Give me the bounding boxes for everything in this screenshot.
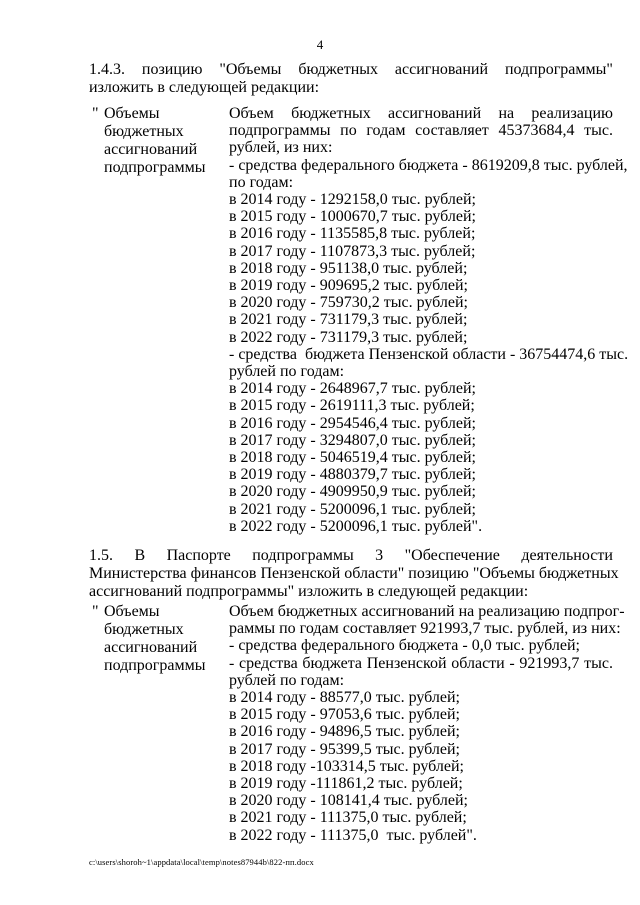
content-word: 45373684,4 xyxy=(498,122,575,140)
content-word: Объем xyxy=(229,105,274,122)
section-2-content xyxy=(229,603,625,844)
content-line: в 2017 году - 3294807,0 тыс. рублей; xyxy=(229,431,476,449)
content-line: раммы по годам составляет 921993,7 тыс. рублей, из них: xyxy=(229,620,621,638)
content-word: 921993,7 xyxy=(519,654,580,672)
file-path-footer: c:\users\shoroh~1\appdata\local\temp\notes87944b\822-пп.docx xyxy=(89,857,314,867)
content-word: тыс. xyxy=(584,122,613,140)
content-line: в 2014 году - 2648967,7 тыс. рублей; xyxy=(229,380,476,398)
content-line: рублей по годам: xyxy=(229,363,345,381)
content-line: в 2021 году - 731179,3 тыс. рублей; xyxy=(229,311,468,329)
content-line: в 2020 году - 759730,2 тыс. рублей; xyxy=(229,294,468,312)
content-word: бюджета xyxy=(302,654,363,672)
content-line: в 2022 году - 731179,3 тыс. рублей; xyxy=(229,328,468,346)
content-word: подпрограммы xyxy=(229,122,331,140)
heading-word: подпрограммы" xyxy=(504,61,613,78)
heading-word: "Обеспечение xyxy=(404,547,500,564)
section-2-heading-line-2: Министерства финансов Пензенской области" позицию "Объемы бюджетных xyxy=(89,565,619,582)
content-line: в 2014 году - 88577,0 тыс. рублей; xyxy=(229,689,460,707)
content-word: на xyxy=(498,105,515,122)
heading-word: 1.5. xyxy=(89,547,113,564)
content-line: в 2019 году - 4880379,7 тыс. рублей; xyxy=(229,466,476,484)
section-1-heading xyxy=(89,61,613,97)
heading-word: В xyxy=(134,547,146,564)
section-2-heading xyxy=(89,547,619,601)
heading-word: "Объемы xyxy=(219,61,282,78)
section-1-content xyxy=(229,105,629,535)
content-line: в 2016 году - 1135585,8 тыс. рублей; xyxy=(229,225,476,243)
content-line xyxy=(229,105,613,122)
section-2-quote-mark: " xyxy=(92,603,99,620)
content-line: по годам: xyxy=(229,173,294,191)
content-line xyxy=(229,122,613,139)
content-word: бюджетных xyxy=(291,105,371,122)
content-word: тыс. xyxy=(584,654,613,672)
content-line: - средства бюджета Пензенской области - 36754474,6 тыс. xyxy=(229,345,629,363)
content-word: средства xyxy=(239,654,298,672)
section-1-quote-mark: " xyxy=(92,105,99,122)
content-line: - средства федерального бюджета - 0,0 тыс. рублей; xyxy=(229,637,580,655)
content-line: в 2016 году - 2954546,4 тыс. рублей; xyxy=(229,414,476,432)
content-line: в 2018 году - 5046519,4 тыс. рублей; xyxy=(229,449,476,467)
content-line: в 2022 году - 5200096,1 тыс. рублей". xyxy=(229,517,483,535)
content-line: рублей, из них: xyxy=(229,139,333,157)
content-line: в 2021 году - 111375,0 тыс. рублей; xyxy=(229,809,467,827)
heading-word: 3 xyxy=(375,547,384,564)
section-2-heading-line-1 xyxy=(89,547,613,565)
content-word: ассигнований xyxy=(388,105,482,122)
section-1-label: Объемы бюджетных ассигнований подпрограммы xyxy=(104,105,206,176)
content-word: составляет xyxy=(415,122,489,140)
content-line: в 2018 году - 951138,0 тыс. рублей; xyxy=(229,259,468,277)
content-line xyxy=(229,655,613,672)
content-word: годам xyxy=(366,122,406,140)
content-word: Пензенской xyxy=(366,654,447,672)
section-1-heading-line-2: изложить в следующей редакции: xyxy=(89,79,320,96)
heading-word: позицию xyxy=(141,61,203,78)
heading-word: Паспорте xyxy=(166,547,231,564)
content-line: в 2016 году - 94896,5 тыс. рублей; xyxy=(229,723,460,741)
content-line: в 2018 году -103314,5 тыс. рублей; xyxy=(229,757,464,775)
content-line: в 2015 году - 97053,6 тыс. рублей; xyxy=(229,706,460,724)
content-line: в 2022 году - 111375,0 тыс. рублей". xyxy=(229,826,477,844)
content-word: - xyxy=(509,654,515,672)
content-word: области xyxy=(451,654,505,672)
content-line: в 2021 году - 5200096,1 тыс. рублей; xyxy=(229,500,476,518)
heading-word: подпрограммы xyxy=(252,547,354,564)
heading-word: деятельности xyxy=(521,547,613,564)
content-line: в 2017 году - 1107873,3 тыс. рублей; xyxy=(229,242,476,260)
content-line: в 2017 году - 95399,5 тыс. рублей; xyxy=(229,740,460,758)
heading-word: бюджетных xyxy=(298,61,378,78)
section-2-label: Объемы бюджетных ассигнований подпрограммы xyxy=(104,603,206,674)
section-2-heading-line-3: ассигнований подпрограммы" изложить в следующей редакции: xyxy=(89,583,529,600)
content-line: Объем бюджетных ассигнований на реализацию подпрог- xyxy=(229,603,625,620)
content-line: в 2019 году - 909695,2 тыс. рублей; xyxy=(229,277,468,295)
content-line: в 2015 году - 2619111,3 тыс. рублей; xyxy=(229,397,475,415)
content-word: реализацию xyxy=(531,105,613,122)
content-line: в 2014 году - 1292158,0 тыс. рублей; xyxy=(229,191,476,209)
heading-word: ассигнований xyxy=(394,61,489,78)
content-line: - средства федерального бюджета - 8619209,8 тыс. рублей, xyxy=(229,156,628,174)
content-word: - xyxy=(229,654,235,672)
content-line: в 2015 году - 1000670,7 тыс. рублей; xyxy=(229,208,476,226)
page-number: 4 xyxy=(316,37,324,52)
heading-word: 1.4.3. xyxy=(89,61,125,78)
content-line: в 2020 году - 4909950,9 тыс. рублей; xyxy=(229,483,476,501)
content-word: по xyxy=(340,122,357,140)
content-line: в 2019 году -111861,2 тыс. рублей; xyxy=(229,775,463,793)
content-line: рублей по годам: xyxy=(229,671,345,689)
section-1-heading-line-1 xyxy=(89,61,613,79)
content-line: в 2020 году - 108141,4 тыс. рублей; xyxy=(229,792,468,810)
